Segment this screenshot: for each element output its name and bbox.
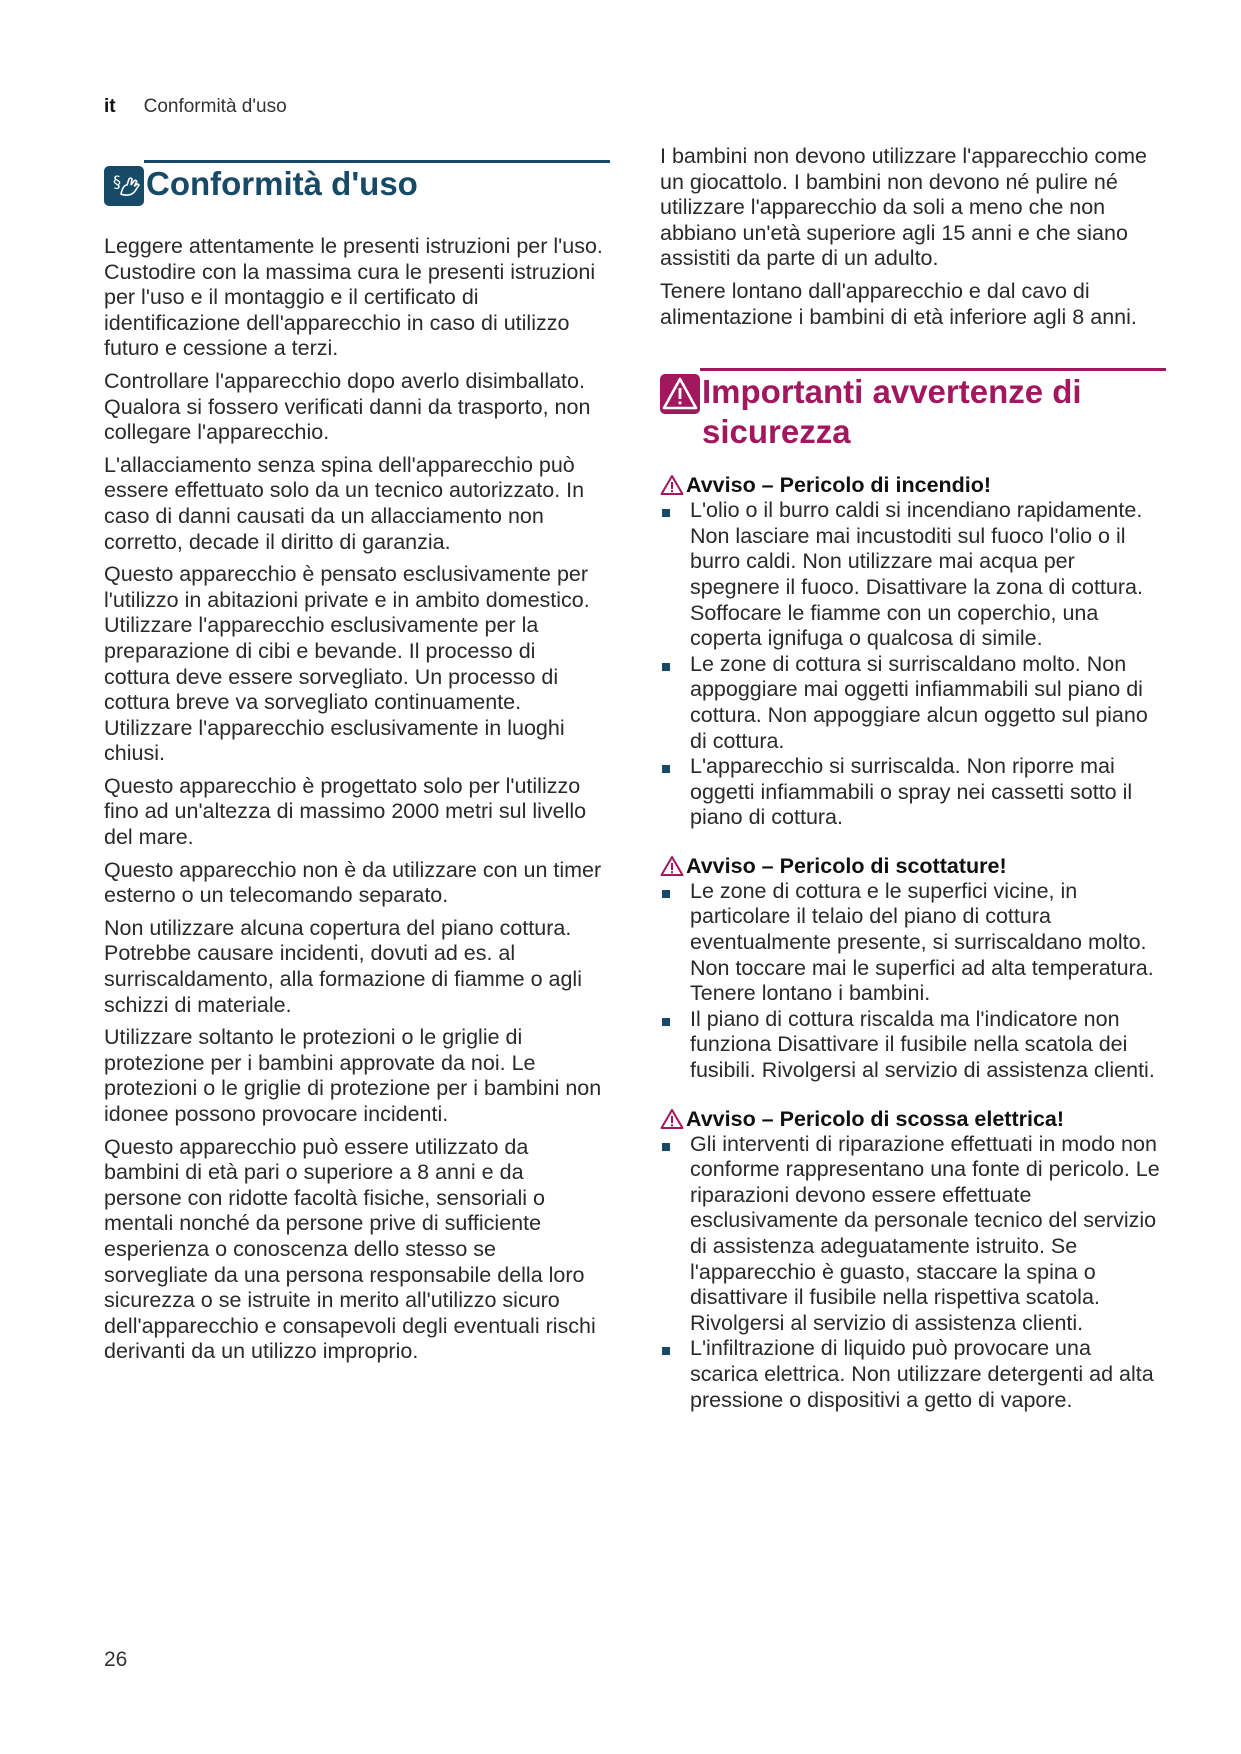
list-item-text: Le zone di cottura e le superfici vicine, in particolare il telaio del piano di cottura eventualmente presente, si surriscaldano molto. Non toccare mai le superfici ad alta temperatura. Tenere lontano i bambini. [690, 878, 1154, 1006]
body-paragraph: Utilizzare soltanto le protezioni o le griglie di protezione per i bambini approvate da noi. Le protezioni o le griglie di protezione per i bambini non idonee possono provocare incidenti. [104, 1025, 602, 1126]
list-item [660, 652, 1160, 754]
list-item-text: L'olio o il burro caldi si incendiano rapidamente. Non lasciare mai incustoditi sul fuoco l'olio o il burro caldi. Non utilizzare mai acqua per spegnere il fuoco. Disattivare la zona di cottura. Soffocare le fiamme con un coperchio, una coperta ignifuga o qualcosa di simile. [690, 498, 1143, 651]
heading-text-line2: sicurezza [702, 413, 851, 451]
list-item-text: Le zone di cottura si surriscaldano molto. Non appoggiare mai oggetti infiammabili sul piano di cottura. Non appoggiare alcun oggetto sul piano di cottura. [690, 651, 1148, 753]
language-code: it [104, 96, 116, 117]
right-column [660, 144, 1160, 1413]
section-heading-conformity [104, 160, 604, 204]
body-paragraph: Controllare l'apparecchio dopo averlo disimballato. Qualora si fossero verificati danni da trasporto, non collegare l'apparecchio. [104, 368, 591, 445]
body-paragraph: Questo apparecchio può essere utilizzato da bambini di età pari o superiore a 8 anni e da persone con ridotte facoltà fisiche, sensoriali o mentali nonché da persone prive di sufficiente esperienza o conoscenza dello stesso se sorvegliate da una persona responsabile della loro sicurezza o se istruite in merito all'utilizzo sicuro dell'apparecchio e consapevoli degli eventuali rischi derivanti da un utilizzo improprio. [104, 1134, 596, 1364]
warning-title-text: Avviso – Pericolo di scossa elettrica! [686, 1106, 1065, 1131]
page-header [104, 96, 287, 118]
body-paragraph: Tenere lontano dall'apparecchio e dal cavo di alimentazione i bambini di età inferiore agli 8 anni. [660, 278, 1137, 329]
left-column [104, 160, 604, 1372]
paragraph-hand-icon [104, 166, 144, 206]
bullet-square-icon [662, 663, 670, 671]
bullet-list [660, 1132, 1160, 1414]
list-item [660, 1336, 1160, 1413]
body-paragraph: L'allacciamento senza spina dell'apparecchio può essere effettuato solo da un tecnico autorizzato. In caso di danni causati da un allacciamento non corretto, decade il diritto di garanzia. [104, 452, 585, 554]
body-paragraph: Questo apparecchio è progettato solo per l'utilizzo fino ad un'altezza di massimo 2000 metri sul livello del mare. [104, 773, 587, 850]
body-paragraph: I bambini non devono utilizzare l'apparecchio come un giocattolo. I bambini non devono né pulire né utilizzare l'apparecchio da soli a meno che non abbiano un'età superiore agli 15 anni e che siano assistiti da parte di un adulto. [660, 144, 1147, 271]
list-item-text: L'apparecchio si surriscalda. Non riporre mai oggetti infiammabili o spray nei cassetti sotto il piano di cottura. [690, 754, 1133, 830]
warnings-list [660, 472, 1160, 1413]
warning-triangle-icon [660, 474, 684, 496]
right-intro-text [660, 144, 1160, 330]
warning-title-text: Avviso – Pericolo di scottature! [686, 853, 1007, 878]
bullet-square-icon [662, 1143, 670, 1151]
list-item [660, 1007, 1160, 1084]
svg-text:§: § [113, 172, 121, 191]
heading-text-line1: Importanti avvertenze di [702, 373, 1082, 411]
warning-title [660, 1106, 1160, 1132]
section-heading-safety [660, 368, 1160, 452]
running-title: Conformità d'uso [143, 96, 287, 117]
bullet-square-icon [662, 509, 670, 517]
warning-title [660, 472, 1160, 498]
warning-triangle-icon [660, 855, 684, 877]
bullet-list [660, 498, 1160, 831]
warning-block [660, 472, 1160, 831]
warning-title-text: Avviso – Pericolo di incendio! [686, 473, 992, 498]
list-item-text: Gli interventi di riparazione effettuati in modo non conforme rappresentano una fonte di pericolo. Le riparazioni devono essere effettuate esclusivamente da personale tecnico del servizio di assistenza adeguatamente istruito. Se l'apparecchio è guasto, staccare la spina o disattivare il fusibile nella rispettiva scatola. Rivolgersi al servizio di assistenza clienti. [690, 1131, 1160, 1335]
bullet-list [660, 879, 1160, 1084]
list-item [660, 879, 1160, 1007]
bullet-square-icon [662, 765, 670, 773]
heading-rule [144, 160, 610, 163]
warning-block [660, 853, 1160, 1084]
body-paragraph: Questo apparecchio non è da utilizzare con un timer esterno o un telecomando separato. [104, 857, 602, 908]
bullet-square-icon [662, 1018, 670, 1026]
left-body-text [104, 234, 604, 1365]
page-number: 26 [104, 1648, 128, 1671]
list-item-text: L'infiltrazione di liquido può provocare una scarica elettrica. Non utilizzare detergenti ad alta pressione o dispositivi a getto di vapore. [690, 1336, 1154, 1412]
list-item [660, 754, 1160, 831]
list-item [660, 498, 1160, 652]
body-paragraph: Leggere attentamente le presenti istruzioni per l'uso. Custodire con la massima cura le presenti istruzioni per l'uso e il montaggio e il certificato di identificazione dell'apparecchio in caso di utilizzo futuro e cessione a terzi. [104, 234, 603, 361]
list-item [660, 1132, 1160, 1337]
bullet-square-icon [662, 890, 670, 898]
heading-rule [700, 368, 1166, 371]
warning-triangle-icon [660, 1108, 684, 1130]
body-paragraph: Non utilizzare alcuna copertura del piano cottura. Potrebbe causare incidenti, dovuti ad es. al surriscaldamento, alla formazione di fiamme o agli schizzi di materiale. [104, 915, 582, 1017]
list-item-text: Il piano di cottura riscalda ma l'indicatore non funziona Disattivare il fusibile nella scatola dei fusibili. Rivolgersi al servizio di assistenza clienti. [690, 1006, 1155, 1083]
warning-title [660, 853, 1160, 879]
warning-block [660, 1106, 1160, 1414]
warning-triangle-icon [660, 374, 700, 414]
bullet-square-icon [662, 1347, 670, 1355]
heading-text: Conformità d'uso [146, 165, 418, 202]
body-paragraph: Questo apparecchio è pensato esclusivamente per l'utilizzo in abitazioni private e in ambito domestico. Utilizzare l'apparecchio esclusivamente per la preparazione di cibi e bevande. Il processo di cottura deve essere sorvegliato. Un processo di cottura breve va sorvegliato continuamente. Utilizzare l'apparecchio esclusivamente in luoghi chiusi. [104, 562, 590, 766]
